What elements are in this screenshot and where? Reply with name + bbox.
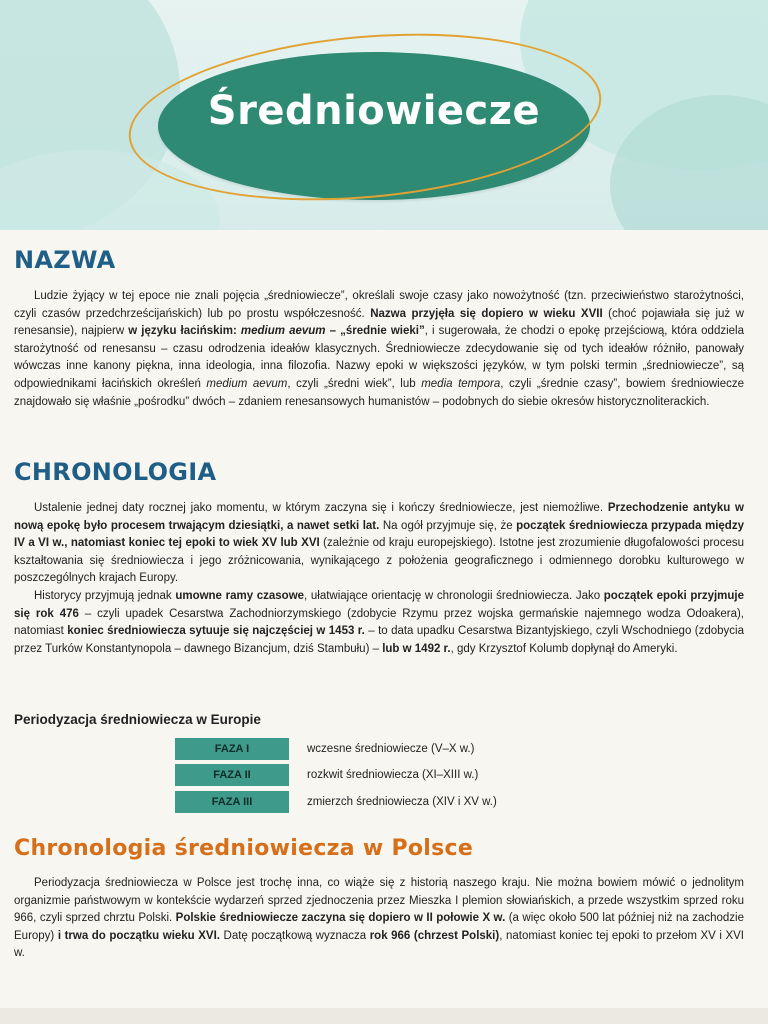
emphasis-text: media tempora — [421, 377, 501, 390]
emphasis-text: medium aevum — [206, 377, 288, 390]
paragraph-chronologia-2 — [14, 588, 744, 658]
text-run: Datę początkową wyznacza — [219, 929, 370, 942]
periodization-table — [175, 736, 625, 816]
emphasis-text: – „średnie wieki” — [325, 325, 425, 338]
text-run: Na ogół przyjmuje się, że — [379, 519, 517, 532]
emphasis-text: i trwa do początku wieku XVI. — [57, 929, 220, 942]
text-run: (a więc około 500 lat później niż na zachodzie Europy) — [14, 912, 745, 942]
section-periodyzacja — [14, 712, 744, 727]
section-nazwa — [14, 246, 744, 411]
page-title: Średniowiecze — [207, 88, 541, 134]
text-run: Ludzie żyjący w tej epoce nie znali pojęcia „średniowiecze”, określali swoje czasy jako nowożytność (tzn. przeciwieństwo starożytności, czyli czasów przedchrześcijańskich) lub po prostu współczesność. — [14, 290, 744, 320]
header-banner — [0, 0, 768, 230]
text-run: , czyli „średnie czasy”, bowiem średniowiecze znajdowało się właśnie „pośrodku” dwóch – zdaniem renesansowych humanistów – podobnych do siebie okresów historycznoliterackich. — [14, 377, 744, 408]
text-run: Periodyzacja średniowiecza w Polsce jest trochę inna, co wiąże się z historią naszego kraju. Nie można bowiem mówić o jednolitym organizmie państwowym w kontekście wydarzeń sprzed zjednoczenia przez Mieszka I plemion słowiańskich, a przede wszystkim sprzed roku 966, czyli sprzed chrztu Polski. — [14, 877, 744, 925]
emphasis-text: koniec średniowiecza sytuuje się najczęściej w 1453 r. — [67, 625, 365, 638]
emphasis-text: lub w 1492 r. — [382, 642, 451, 655]
emphasis-text: medium aevum — [240, 325, 326, 338]
text-run: , czyli „średni wiek”, lub — [287, 377, 422, 390]
text-run: , gdy Krzysztof Kolumb dopłynął do Ameryki. — [450, 642, 678, 655]
section-heading-nazwa: NAZWA — [14, 246, 116, 274]
phase-row — [175, 736, 625, 761]
phase-description: wczesne średniowiecze (V–X w.) — [307, 742, 475, 755]
emphasis-text: początek epoki przyjmuje się rok 476 — [14, 589, 744, 620]
emphasis-text: Polskie średniowiecze zaczyna się dopiero w II połowie X w. — [175, 912, 506, 925]
periodization-heading: Periodyzacja średniowiecza w Europie — [14, 712, 261, 727]
section-heading-chronologia: CHRONOLOGIA — [14, 458, 217, 486]
emphasis-text: Przechodzenie antyku w nową epokę było procesem trwającym dziesiątki, a nawet setki lat. — [14, 502, 744, 532]
phase-row — [175, 763, 625, 788]
phase-row — [175, 789, 625, 814]
text-run: , ułatwiające orientację w chronologii średniowiecza. Jako — [304, 589, 604, 602]
text-run: – to data upadku Cesarstwa Bizantyjskiego, czyli Wschodniego (zdobycia przez Turków Konstantynopola – dawnego Bizancjum, dziś Stambułu) – — [14, 625, 744, 655]
emphasis-text — [241, 325, 326, 337]
text-run: (choć pojawiała się już w renesansie), najpierw — [14, 307, 744, 338]
text-run: (zależnie od kraju europejskiego). Istotne jest zrozumienie długofalowości procesu kształtowania się średniowiecza i jego zróżnicowania, wynikającego z położenia geograficznego i odmiennego dorobku kulturowego w poszczególnych krajach Europy. — [14, 537, 744, 585]
phase-label: FAZA III — [175, 791, 289, 813]
phase-label: FAZA I — [175, 738, 289, 760]
paragraph-nazwa — [14, 288, 744, 411]
text-run: Historycy przyjmują jednak — [34, 589, 176, 602]
phase-description: rozkwit średniowiecza (XI–XIII w.) — [307, 769, 479, 781]
emphasis-text: umowne ramy czasowe — [175, 589, 305, 602]
text-run: , natomiast koniec tej epoki to przełom XV i XVI w. — [14, 929, 744, 960]
emphasis-text: w języku łacińskim: — [128, 325, 241, 338]
emphasis-text: Nazwa przyjęła się dopiero w wieku XVII — [370, 307, 603, 320]
text-run: Ustalenie jednej daty rocznej jako momentu, w którym zaczyna się i kończy średniowiecze, jest niemożliwe. — [34, 502, 608, 514]
emphasis-text: początek średniowiecza przypada między IV a VI w., natomiast koniec tej epoki to wiek XV lub XVI — [14, 519, 744, 550]
paragraph-chronologia-1 — [14, 500, 744, 588]
text-run: – czyli upadek Cesarstwa Zachodniorzymskiego (zdobycie Rzymu przez wojska germańskie najemnego wodza Odoakera), natomiast — [14, 607, 744, 638]
emphasis-text: rok 966 (chrzest Polski) — [369, 929, 500, 942]
phase-label: FAZA II — [175, 764, 289, 786]
page-bottom-edge — [0, 1008, 768, 1024]
phase-description: zmierzch średniowiecza (XIV i XV w.) — [307, 795, 497, 808]
paragraph-polska — [14, 875, 744, 963]
section-chronologia — [14, 458, 744, 658]
section-heading-polska: Chronologia średniowiecza w Polsce — [14, 836, 474, 861]
section-polska — [14, 836, 744, 963]
text-run: , i sugerowała, że chodzi o epokę przejściową, która oddziela starożytność od renesansu – czasu odrodzenia ideałów klasycznych. Średniowiecze zdecydowanie się od tych ideałów różniło, panowały wówczas inne kanony piękna, inna ideologia, inna filozofia. Nazwy epoki w większości języków, w tym polski termin „średniowiecze”, są odpowiednikami łacińskich określeń — [14, 325, 745, 390]
